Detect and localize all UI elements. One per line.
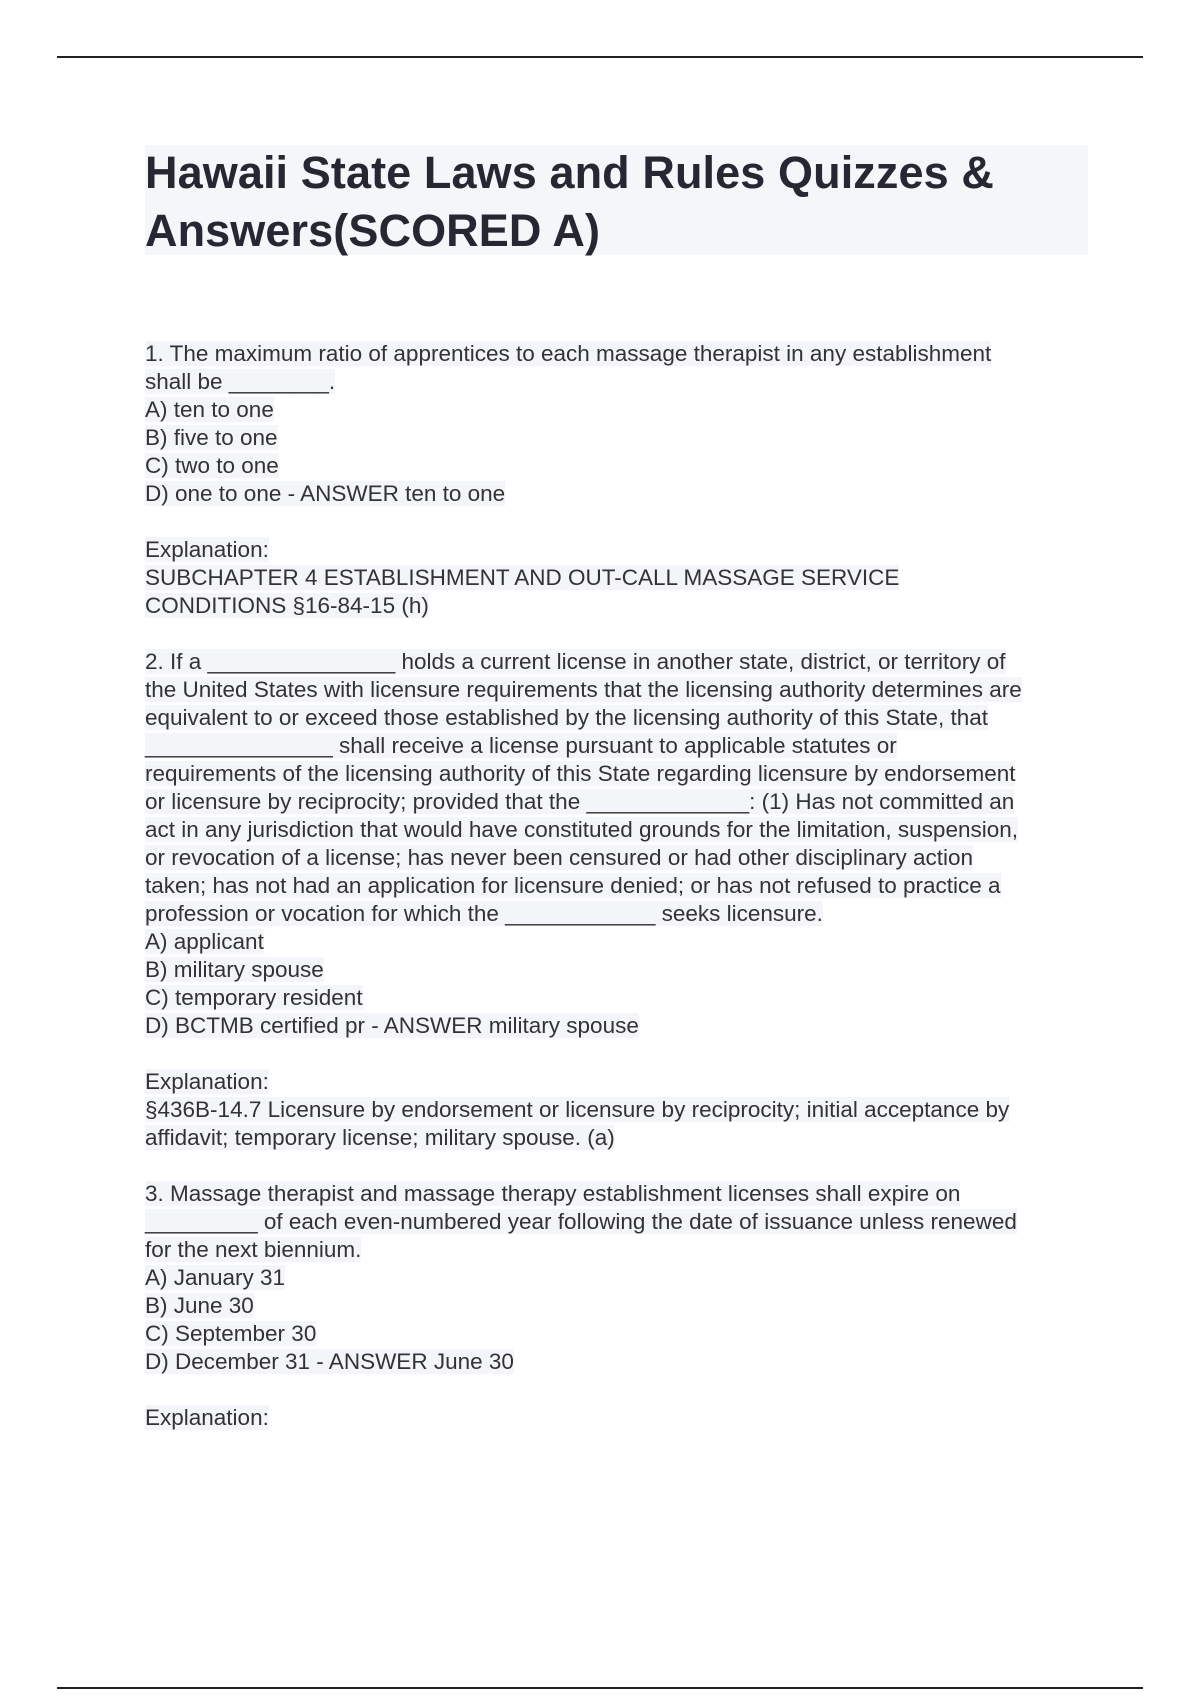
- answer-option: D) BCTMB certified pr - ANSWER military spouse: [145, 1013, 639, 1038]
- quiz-content: [145, 340, 1095, 1432]
- explanation-text-line: SUBCHAPTER 4 ESTABLISHMENT AND OUT-CALL MASSAGE SERVICE: [145, 565, 900, 590]
- question-text-line: _______________ shall receive a license pursuant to applicable statutes or: [145, 733, 897, 758]
- explanation-label: Explanation:: [145, 1405, 269, 1430]
- question-text-line: _________ of each even-numbered year following the date of issuance unless renewed: [145, 1209, 1017, 1234]
- explanation-label: Explanation:: [145, 537, 269, 562]
- question-text-line: or revocation of a license; has never been censured or had other disciplinary action: [145, 845, 973, 870]
- answer-option: A) ten to one: [145, 397, 274, 422]
- question-text-line: for the next biennium.: [145, 1237, 362, 1262]
- answer-option: C) temporary resident: [145, 985, 363, 1010]
- answer-option: C) two to one: [145, 453, 279, 478]
- spacer: [145, 1152, 1095, 1180]
- spacer: [145, 1040, 1095, 1068]
- question-text-line: 1. The maximum ratio of apprentices to each massage therapist in any establishment: [145, 341, 992, 366]
- question-text-line: or licensure by reciprocity; provided that the _____________: (1) Has not committed an: [145, 789, 1015, 814]
- explanation-label: Explanation:: [145, 1069, 269, 1094]
- question-3: [145, 1180, 1095, 1432]
- top-divider: [57, 56, 1143, 58]
- answer-option: D) one to one - ANSWER ten to one: [145, 481, 506, 506]
- spacer: [145, 508, 1095, 536]
- question-text-line: 2. If a _______________ holds a current license in another state, district, or territory of: [145, 649, 1006, 674]
- answer-option: A) applicant: [145, 929, 264, 954]
- question-text-line: profession or vocation for which the ____________ seeks licensure.: [145, 901, 823, 926]
- explanation-text-line: CONDITIONS §16-84-15 (h): [145, 593, 429, 618]
- title-line: Hawaii State Laws and Rules Quizzes &: [145, 147, 994, 198]
- answer-option: D) December 31 - ANSWER June 30: [145, 1349, 514, 1374]
- title-line: Answers(SCORED A): [145, 205, 601, 256]
- spacer: [145, 620, 1095, 648]
- explanation-text-line: affidavit; temporary license; military spouse. (a): [145, 1125, 615, 1150]
- answer-option: A) January 31: [145, 1265, 286, 1290]
- answer-option: B) five to one: [145, 425, 278, 450]
- question-text-line: requirements of the licensing authority of this State regarding licensure by endorsement: [145, 761, 1016, 786]
- document-title: [145, 144, 1088, 260]
- question-text-line: equivalent to or exceed those established by the licensing authority of this State, that: [145, 705, 989, 730]
- bottom-divider: [57, 1687, 1143, 1689]
- explanation-text-line: §436B-14.7 Licensure by endorsement or licensure by reciprocity; initial acceptance by: [145, 1097, 1010, 1122]
- question-1: [145, 340, 1095, 620]
- answer-option: B) June 30: [145, 1293, 254, 1318]
- question-text-line: taken; has not had an application for licensure denied; or has not refused to practice a: [145, 873, 1001, 898]
- question-text-line: 3. Massage therapist and massage therapy establishment licenses shall expire on: [145, 1181, 961, 1206]
- spacer: [145, 1376, 1095, 1404]
- question-text-line: the United States with licensure requirements that the licensing authority determines are: [145, 677, 1022, 702]
- question-2: [145, 648, 1095, 1152]
- answer-option: B) military spouse: [145, 957, 324, 982]
- answer-option: C) September 30: [145, 1321, 317, 1346]
- question-text-line: act in any jurisdiction that would have constituted grounds for the limitation, suspension,: [145, 817, 1018, 842]
- question-text-line: shall be ________.: [145, 369, 336, 394]
